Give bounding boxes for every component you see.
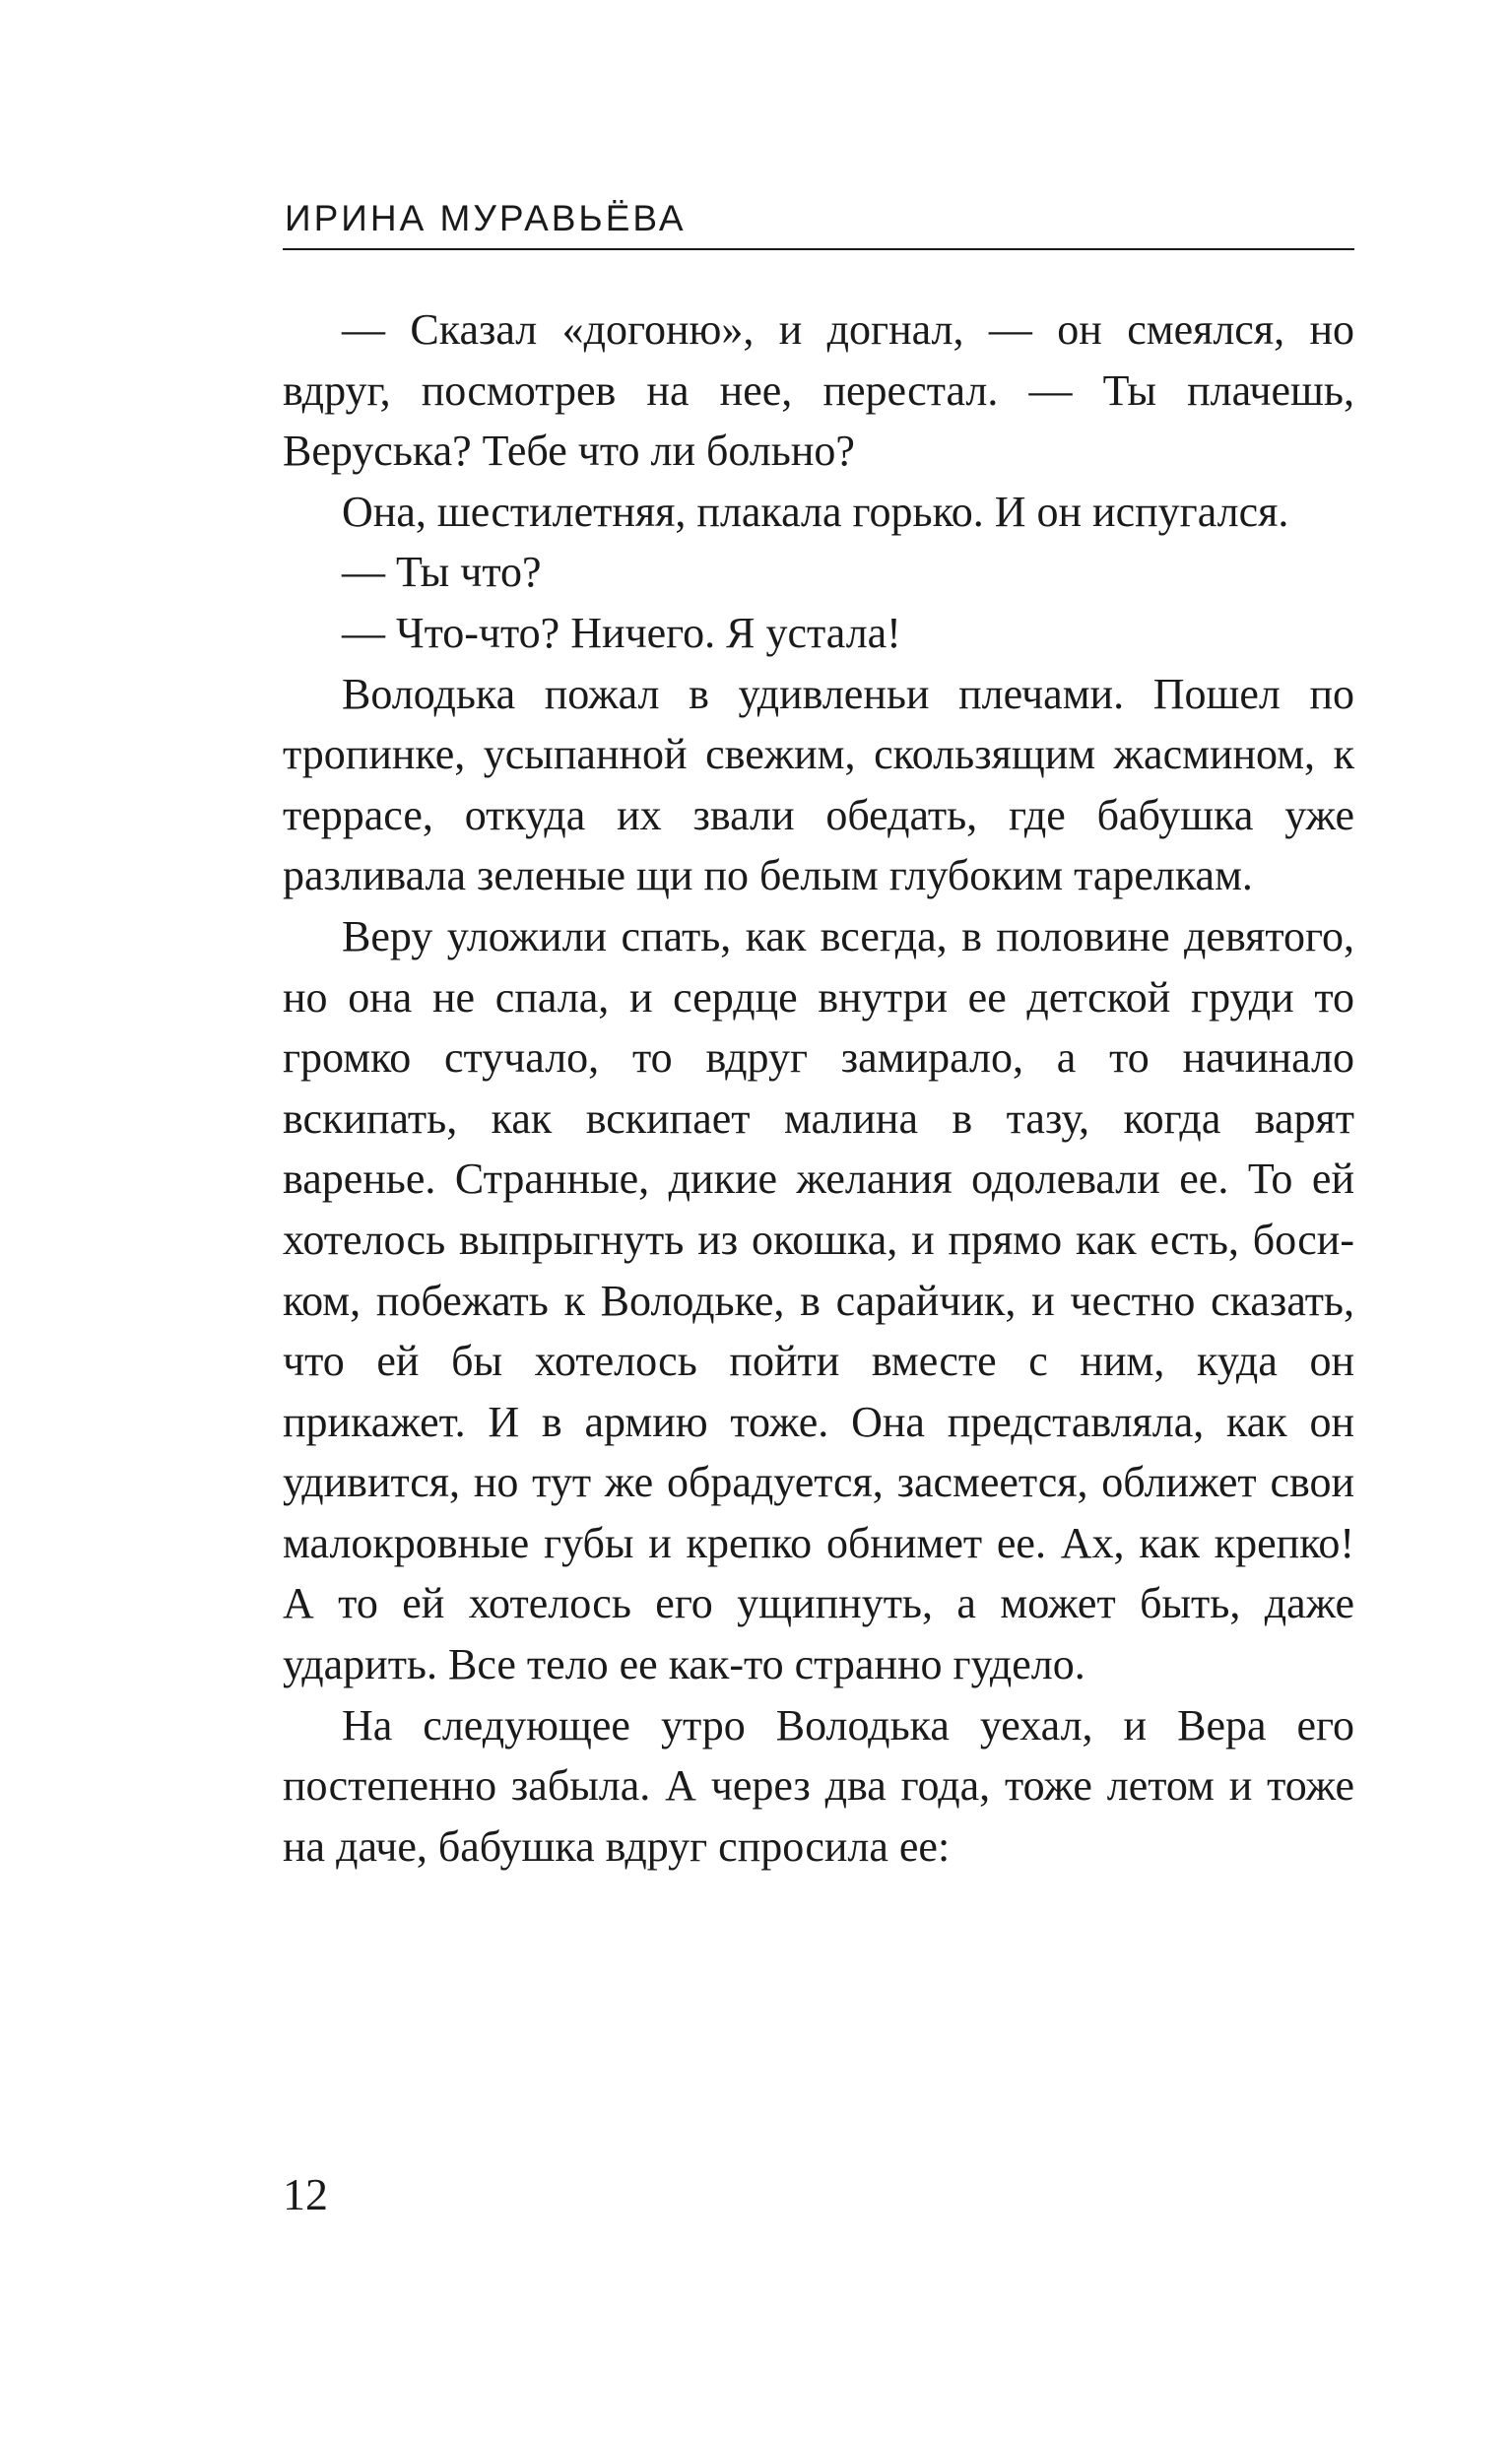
- page-number: 12: [283, 2169, 328, 2219]
- paragraph: Веру уложили спать, как всегда, в половине девятого, но она не спала, и сердце внутри ее детской груди то громко стучало, то вдруг замирало, а то начинало вскипать, как вскипает малина в тазу, когда варят варенье. Странные, дикие желания одолевали ее. То ей хотелось выпрыгнуть из окошка, и прямо как есть, босиком, побежать к Володьке, в сарайчик, и честно сказать, что ей бы хотелось пойти вместе с ним, куда он прикажет. И в армию тоже. Она представляла, как он удивится, но тут же обрадуется, засмеется, оближет свои малокровные губы и крепко обнимет ее. Ах, как крепко! А то ей хотелось его ущипнуть, а может быть, даже ударить. Все тело ее как-то странно гудело.: [283, 911, 1354, 1689]
- body-text: [283, 299, 1354, 1877]
- paragraph: — Сказал «догоню», и догнал, — он смеялся, но вдруг, посмотрев на нее, перестал. — Ты плачешь, Веруська? Тебе что ли больно?: [283, 305, 1354, 476]
- paragraph: — Что-что? Ничего. Я устала!: [342, 608, 901, 657]
- running-head: ИРИНА МУРАВЬЁВА: [283, 197, 1354, 250]
- paragraph: Володька пожал в удивленьи плечами. Пошел по тропинке, усыпанной свежим, скользящим жасмином, к террасе, откуда их звали обедать, где бабушка уже разливала зеленые щи по белым глубоким тарелкам.: [283, 669, 1354, 900]
- paragraph: — Ты что?: [342, 548, 542, 597]
- paragraph: На следующее утро Володька уехал, и Вера его постепенно забыла. А через два года, тоже летом и тоже на даче, бабушка вдруг спросила ее:: [283, 1700, 1354, 1871]
- book-page: [283, 197, 1354, 1877]
- paragraph: Она, шестилетняя, плакала горько. И он испугался.: [342, 487, 1289, 536]
